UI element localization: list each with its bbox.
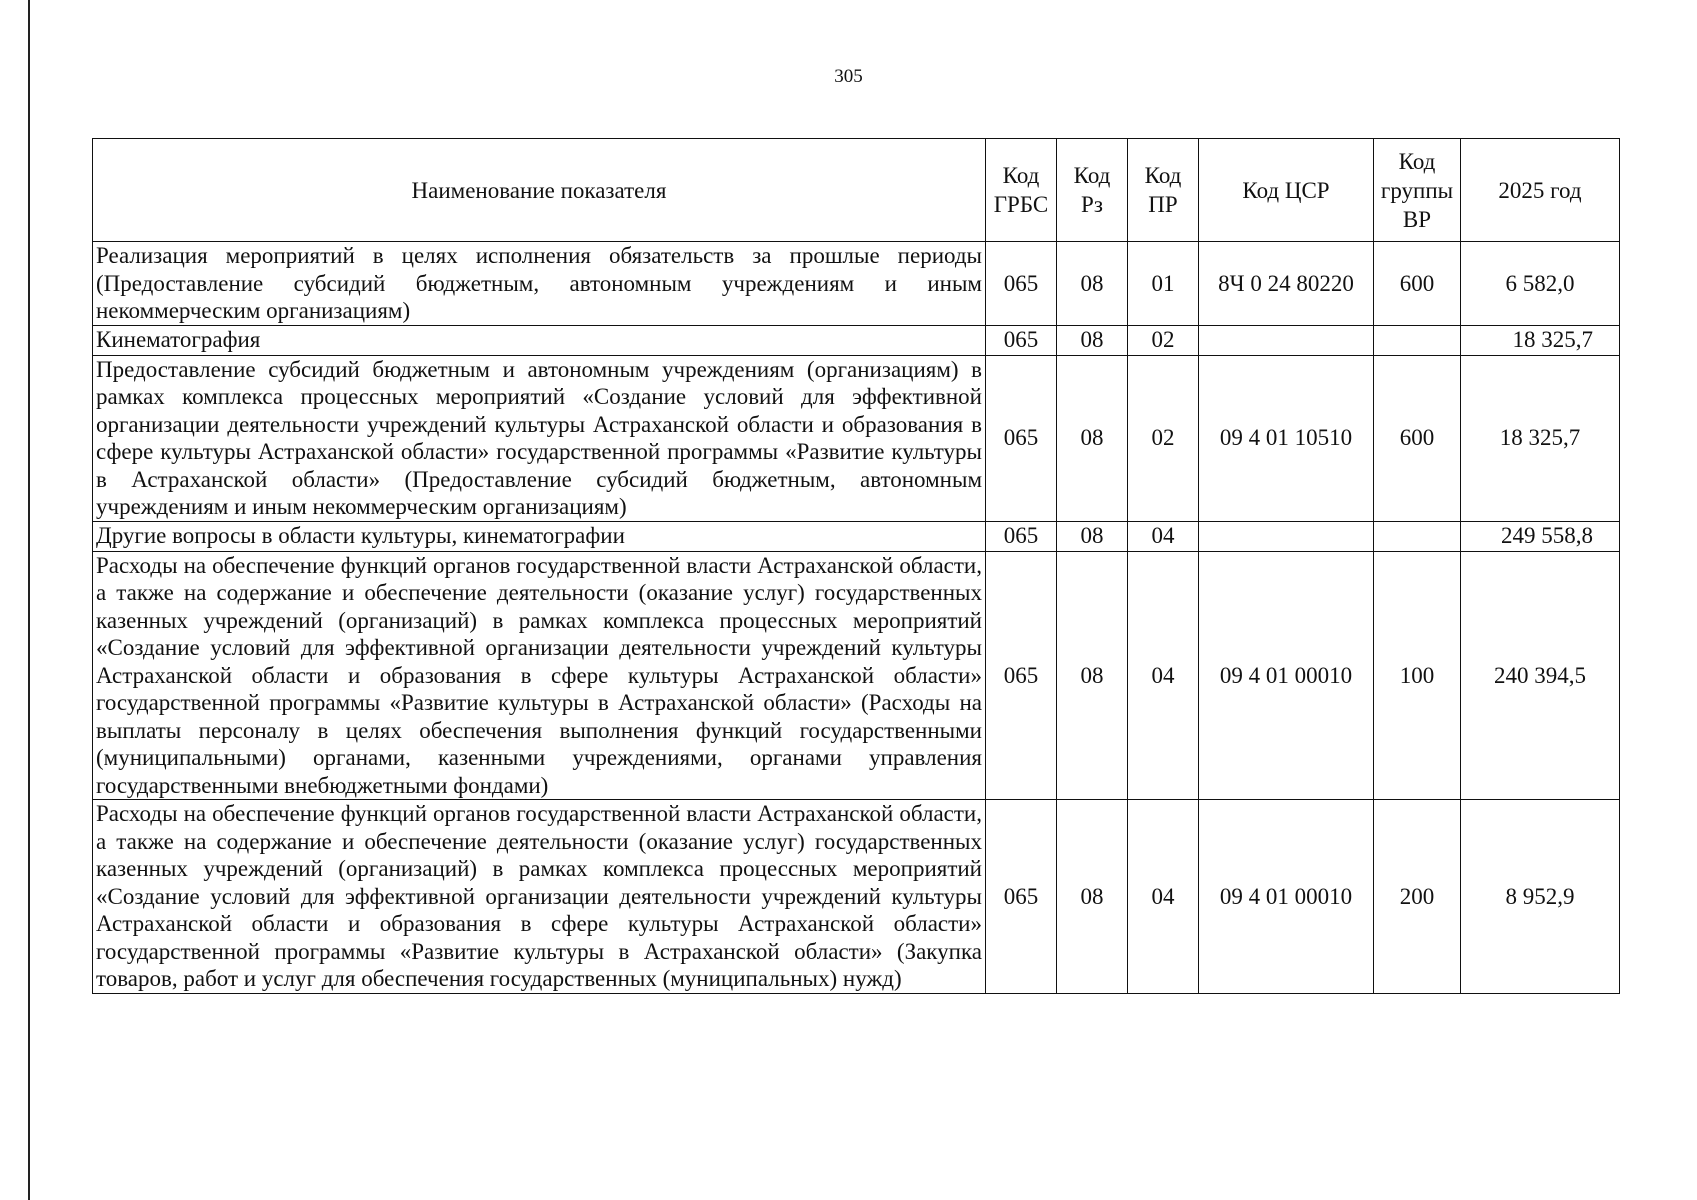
table-body xyxy=(93,242,1620,994)
row-grbs: 065 xyxy=(986,355,1057,521)
row-csr xyxy=(1199,521,1374,551)
row-grbs: 065 xyxy=(986,325,1057,355)
row-vr xyxy=(1374,521,1461,551)
header-grbs: Код ГРБС xyxy=(986,139,1057,242)
left-margin-line xyxy=(28,0,30,1200)
row-amount: 18 325,7 xyxy=(1461,325,1620,355)
row-grbs: 065 xyxy=(986,800,1057,994)
row-rz: 08 xyxy=(1057,325,1128,355)
row-csr: 09 4 01 00010 xyxy=(1199,800,1374,994)
row-grbs: 065 xyxy=(986,551,1057,800)
row-rz: 08 xyxy=(1057,242,1128,326)
row-amount: 18 325,7 xyxy=(1461,355,1620,521)
row-vr: 100 xyxy=(1374,551,1461,800)
row-name: Расходы на обеспечение функций органов государственной власти Астраханской области, а также на содержание и обеспечение деятельности (оказание услуг) государственных казенных учреждений (организаций) в рамках комплекса процессных мероприятий «Создание условий для эффективной организации деятельности учреждений культуры Астраханской области и образования в сфере культуры Астраханской области» государственной программы «Развитие культуры в Астраханской области» (Расходы на выплаты персоналу в целях обеспечения выполнения функций государственными (муниципальными) органами, казенными учреждениями, органами управления государственными внебюджетными фондами) xyxy=(93,551,986,800)
table-row xyxy=(93,325,1620,355)
row-pr: 04 xyxy=(1128,800,1199,994)
row-grbs: 065 xyxy=(986,242,1057,326)
row-pr: 04 xyxy=(1128,521,1199,551)
header-pr: Код ПР xyxy=(1128,139,1199,242)
row-rz: 08 xyxy=(1057,355,1128,521)
row-pr: 01 xyxy=(1128,242,1199,326)
table-row xyxy=(93,242,1620,326)
row-name: Другие вопросы в области культуры, кинематографии xyxy=(93,521,986,551)
table-header xyxy=(93,139,1620,242)
header-rz: Код Рз xyxy=(1057,139,1128,242)
row-vr: 600 xyxy=(1374,355,1461,521)
row-csr: 09 4 01 00010 xyxy=(1199,551,1374,800)
row-pr: 02 xyxy=(1128,325,1199,355)
row-amount: 240 394,5 xyxy=(1461,551,1620,800)
table-row xyxy=(93,355,1620,521)
row-csr: 09 4 01 10510 xyxy=(1199,355,1374,521)
row-rz: 08 xyxy=(1057,800,1128,994)
row-name: Предоставление субсидий бюджетным и автономным учреждениям (организациям) в рамках комплекса процессных мероприятий «Создание условий для эффективной организации деятельности учреждений культуры Астраханской области и образования в сфере культуры Астраханской области» государственной программы «Развитие культуры в Астраханской области» (Предоставление субсидий бюджетным, автономным учреждениям и иным некоммерческим организациям) xyxy=(93,355,986,521)
row-amount: 6 582,0 xyxy=(1461,242,1620,326)
table-row xyxy=(93,800,1620,994)
row-name: Расходы на обеспечение функций органов государственной власти Астраханской области, а также на содержание и обеспечение деятельности (оказание услуг) государственных казенных учреждений (организаций) в рамках комплекса процессных мероприятий «Создание условий для эффективной организации деятельности учреждений культуры Астраханской области и образования в сфере культуры Астраханской области» государственной программы «Развитие культуры в Астраханской области» (Закупка товаров, работ и услуг для обеспечения государственных (муниципальных) нужд) xyxy=(93,800,986,994)
row-name: Реализация мероприятий в целях исполнения обязательств за прошлые периоды (Предоставление субсидий бюджетным, автономным учреждениям и иным некоммерческим организациям) xyxy=(93,242,986,326)
budget-table xyxy=(92,138,1620,994)
header-csr: Код ЦСР xyxy=(1199,139,1374,242)
row-rz: 08 xyxy=(1057,551,1128,800)
row-pr: 04 xyxy=(1128,551,1199,800)
header-vr: Код группы ВР xyxy=(1374,139,1461,242)
row-csr xyxy=(1199,325,1374,355)
table-row xyxy=(93,521,1620,551)
header-year: 2025 год xyxy=(1461,139,1620,242)
row-pr: 02 xyxy=(1128,355,1199,521)
row-vr: 600 xyxy=(1374,242,1461,326)
row-vr: 200 xyxy=(1374,800,1461,994)
header-row xyxy=(93,139,1620,242)
row-grbs: 065 xyxy=(986,521,1057,551)
header-name: Наименование показателя xyxy=(93,139,986,242)
row-csr: 8Ч 0 24 80220 xyxy=(1199,242,1374,326)
row-vr xyxy=(1374,325,1461,355)
row-name: Кинематография xyxy=(93,325,986,355)
row-amount: 249 558,8 xyxy=(1461,521,1620,551)
page-number: 305 xyxy=(834,66,863,87)
row-amount: 8 952,9 xyxy=(1461,800,1620,994)
row-rz: 08 xyxy=(1057,521,1128,551)
table-row xyxy=(93,551,1620,800)
